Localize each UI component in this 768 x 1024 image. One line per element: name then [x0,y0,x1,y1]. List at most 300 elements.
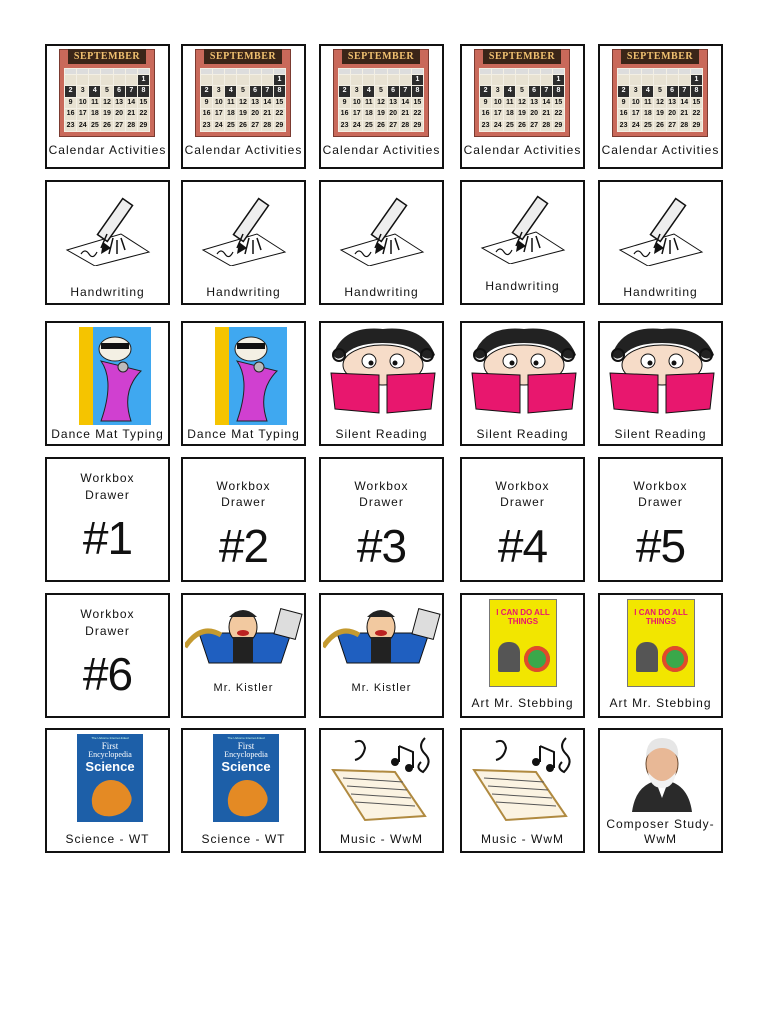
calendar-day: 11 [642,98,653,108]
calendar-day: 23 [618,121,629,131]
calendar-day: 26 [101,121,112,131]
card-label: Dance Mat Typing [187,427,300,441]
card-music-2[interactable] [460,728,585,853]
card-label: Calendar Activities [601,143,720,157]
drawer-label: Drawer [221,495,266,509]
calendar-month-banner: SEPTEMBER [204,49,282,64]
calendar-weekday-header [250,69,261,74]
calendar-blank-cell [262,75,273,85]
calendar-day: 19 [654,109,665,119]
calendar-weekday-header [375,69,386,74]
calendar-blank-cell [363,75,374,85]
calendar-day: 25 [225,121,236,131]
music-notes-icon [470,734,578,826]
calendar-day: 12 [654,98,665,108]
calendar-image [195,49,291,137]
book-title-3: Science [221,759,271,774]
calendar-day: 20 [114,109,125,119]
pencil-writing-icon [197,194,291,266]
calendar-weekday-header [654,69,665,74]
calendar-day: 7 [262,86,273,96]
calendar-day: 13 [250,98,261,108]
calendar-image [59,49,155,137]
card-workbox-4[interactable] [460,457,585,582]
calendar-day: 1 [412,75,423,85]
calendar-day: 3 [351,86,362,96]
calendar-day: 18 [642,109,653,119]
card-label: Handwriting [206,285,281,299]
calendar-weekday-header [351,69,362,74]
calendar-weekday-header [492,69,503,74]
calendar-day: 18 [225,109,236,119]
calendar-weekday-header [213,69,224,74]
calendar-day: 3 [213,86,224,96]
calendar-blank-cell [77,75,88,85]
card-workbox-3[interactable] [319,457,444,582]
card-label: Mr. Kistler [213,682,274,694]
card-label: Music - WwM [340,832,423,846]
calendar-day: 15 [138,98,149,108]
calendar-day: 8 [138,86,149,96]
calendar-day: 5 [654,86,665,96]
leaf-icon [223,775,271,820]
card-label: Science - WT [65,832,150,846]
card-workbox-6[interactable] [45,593,170,718]
calendar-blank-cell [504,75,515,85]
card-calendar-5[interactable] [598,44,723,169]
science-book-cover [213,734,279,822]
calendar-month-banner: SEPTEMBER [68,49,146,64]
calendar-day: 13 [388,98,399,108]
calendar-day: 4 [225,86,236,96]
card-label: Handwriting [344,285,419,299]
art-book-cover [489,599,557,687]
calendar-day: 6 [114,86,125,96]
calendar-day: 26 [516,121,527,131]
calendar-blank-cell [654,75,665,85]
card-label: Mr. Kistler [351,682,412,694]
calendar-day: 22 [412,109,423,119]
calendar-day: 12 [101,98,112,108]
calendar-day: 23 [65,121,76,131]
book-series: The Usborne Internet-linked [227,736,265,740]
calendar-day: 19 [375,109,386,119]
calendar-day: 4 [89,86,100,96]
drawer-label: Drawer [500,495,545,509]
calendar-blank-cell [667,75,678,85]
calendar-day: 6 [388,86,399,96]
card-label: Handwriting [70,285,145,299]
calendar-day: 17 [213,109,224,119]
card-label: Silent Reading [614,427,707,441]
calendar-weekday-header [480,69,491,74]
calendar-blank-cell [375,75,386,85]
calendar-day: 12 [237,98,248,108]
calendar-day: 15 [274,98,285,108]
calendar-day: 3 [492,86,503,96]
art-book-cover [627,599,695,687]
calendar-weekday-header [529,69,540,74]
calendar-day: 2 [618,86,629,96]
calendar-image [333,49,429,137]
calendar-blank-cell [237,75,248,85]
calendar-day: 5 [516,86,527,96]
calendar-blank-cell [126,75,137,85]
calendar-day: 7 [679,86,690,96]
book-title-2: Encyclopedia [88,750,132,759]
calendar-day: 1 [691,75,702,85]
calendar-day: 24 [213,121,224,131]
drawer-label: Drawer [359,495,404,509]
card-label: Silent Reading [335,427,428,441]
calendar-blank-cell [65,75,76,85]
book-title-2: Encyclopedia [224,750,268,759]
calendar-grid [64,68,150,132]
calendar-day: 16 [480,109,491,119]
calendar-day: 2 [65,86,76,96]
calendar-blank-cell [630,75,641,85]
card-music-1[interactable] [319,728,444,853]
leaf-icon [87,775,135,820]
dancing-goat-icon [79,327,151,425]
card-handwriting-4[interactable] [460,180,585,305]
calendar-blank-cell [541,75,552,85]
calendar-day: 24 [351,121,362,131]
card-label: Calendar Activities [463,143,582,157]
calendar-weekday-header [201,69,212,74]
calendar-day: 17 [630,109,641,119]
book-title-1: First [237,741,255,751]
calendar-day: 9 [480,98,491,108]
calendar-day: 13 [529,98,540,108]
card-label: Calendar Activities [322,143,441,157]
calendar-day: 14 [400,98,411,108]
card-workbox-2[interactable] [181,457,306,582]
calendar-weekday-header [101,69,112,74]
drawer-label: Drawer [85,488,130,502]
dancing-goat-icon [215,327,287,425]
calendar-day: 22 [553,109,564,119]
calendar-day: 20 [529,109,540,119]
calendar-day: 22 [691,109,702,119]
calendar-weekday-header [225,69,236,74]
calendar-day: 8 [553,86,564,96]
card-handwriting-1[interactable] [45,180,170,305]
calendar-day: 4 [363,86,374,96]
card-label: Dance Mat Typing [51,427,164,441]
calendar-day: 29 [553,121,564,131]
calendar-blank-cell [213,75,224,85]
calendar-day: 2 [339,86,350,96]
card-silent-reading-2[interactable] [460,321,585,446]
calendar-day: 4 [504,86,515,96]
calendar-day: 10 [213,98,224,108]
calendar-day: 1 [138,75,149,85]
calendar-day: 11 [89,98,100,108]
card-workbox-5[interactable] [598,457,723,582]
calendar-day: 20 [388,109,399,119]
calendar-weekday-header [516,69,527,74]
card-label: Handwriting [623,285,698,299]
calendar-day: 2 [201,86,212,96]
calendar-day: 28 [126,121,137,131]
calendar-weekday-header [114,69,125,74]
calendar-blank-cell [201,75,212,85]
calendar-blank-cell [480,75,491,85]
calendar-day: 11 [363,98,374,108]
workbox-label: Workbox [495,479,550,493]
calendar-weekday-header [541,69,552,74]
card-label-line1: Composer Study- [606,817,715,831]
calendar-day: 21 [541,109,552,119]
calendar-weekday-header [138,69,149,74]
calendar-day: 1 [274,75,285,85]
calendar-image [612,49,708,137]
calendar-day: 5 [237,86,248,96]
drawer-number: #1 [82,512,133,564]
calendar-blank-cell [388,75,399,85]
calendar-day: 27 [667,121,678,131]
composer-portrait-icon [628,736,696,812]
calendar-grid [479,68,565,132]
workbox-label: Workbox [216,479,271,493]
drawer-label: Drawer [85,624,130,638]
calendar-day: 25 [89,121,100,131]
calendar-day: 13 [667,98,678,108]
workbox-label: Workbox [633,479,688,493]
science-book-cover [77,734,143,822]
book-title: I CAN DO ALL THINGS [496,608,550,626]
calendar-weekday-header [339,69,350,74]
calendar-day: 9 [65,98,76,108]
calendar-weekday-header [126,69,137,74]
calendar-day: 25 [363,121,374,131]
calendar-day: 9 [618,98,629,108]
calendar-weekday-header [400,69,411,74]
drawer-number: #2 [218,520,269,572]
calendar-weekday-header [363,69,374,74]
calendar-day: 8 [412,86,423,96]
calendar-day: 21 [262,109,273,119]
calendar-grid [617,68,703,132]
pencil-writing-icon [614,194,708,266]
calendar-blank-cell [101,75,112,85]
calendar-day: 29 [138,121,149,131]
calendar-weekday-header [237,69,248,74]
calendar-day: 2 [480,86,491,96]
card-label-line2: WwM [644,832,677,846]
calendar-day: 21 [400,109,411,119]
calendar-day: 21 [679,109,690,119]
calendar-day: 28 [400,121,411,131]
calendar-day: 20 [250,109,261,119]
calendar-weekday-header [412,69,423,74]
calendar-day: 25 [642,121,653,131]
card-label: Art Mr. Stebbing [471,696,574,710]
calendar-day: 26 [654,121,665,131]
calendar-day: 27 [529,121,540,131]
calendar-blank-cell [225,75,236,85]
calendar-day: 10 [77,98,88,108]
calendar-weekday-header [691,69,702,74]
calendar-day: 10 [492,98,503,108]
card-dance-mat-1[interactable] [45,321,170,446]
card-workbox-1[interactable] [45,457,170,582]
calendar-day: 29 [412,121,423,131]
calendar-day: 11 [225,98,236,108]
calendar-day: 19 [237,109,248,119]
card-dance-mat-2[interactable] [181,321,306,446]
book-title-1: First [101,741,119,751]
teacher-cartoon-icon [185,607,303,667]
calendar-weekday-header [642,69,653,74]
calendar-weekday-header [274,69,285,74]
card-label: Calendar Activities [184,143,303,157]
drawer-number: #6 [82,648,133,700]
calendar-weekday-header [388,69,399,74]
drawer-number: #3 [356,520,407,572]
card-handwriting-5[interactable] [598,180,723,305]
calendar-blank-cell [618,75,629,85]
calendar-day: 27 [114,121,125,131]
card-label: Handwriting [485,279,560,293]
book-series: The Usborne Internet-linked [91,736,129,740]
calendar-day: 15 [691,98,702,108]
calendar-blank-cell [250,75,261,85]
card-silent-reading-1[interactable] [319,321,444,446]
drawer-number: #4 [497,520,548,572]
calendar-day: 29 [691,121,702,131]
calendar-grid [200,68,286,132]
card-silent-reading-3[interactable] [598,321,723,446]
calendar-weekday-header [679,69,690,74]
card-handwriting-3[interactable] [319,180,444,305]
card-label: Science - WT [201,832,286,846]
pencil-writing-icon [335,194,429,266]
calendar-weekday-header [262,69,273,74]
calendar-day: 14 [126,98,137,108]
calendar-day: 7 [400,86,411,96]
calendar-weekday-header [667,69,678,74]
calendar-day: 14 [679,98,690,108]
calendar-blank-cell [351,75,362,85]
calendar-day: 12 [516,98,527,108]
calendar-day: 19 [516,109,527,119]
card-kistler-2[interactable] [319,593,444,718]
pencil-writing-icon [61,194,155,266]
calendar-day: 14 [541,98,552,108]
calendar-blank-cell [642,75,653,85]
book-title-3: Science [85,759,135,774]
reading-girl-icon [325,325,441,417]
calendar-day: 23 [201,121,212,131]
workbox-label: Workbox [80,607,135,621]
calendar-day: 5 [375,86,386,96]
calendar-day: 28 [679,121,690,131]
card-science-2[interactable] [181,728,306,853]
calendar-day: 18 [363,109,374,119]
calendar-day: 13 [114,98,125,108]
calendar-weekday-header [630,69,641,74]
calendar-day: 7 [541,86,552,96]
card-kistler-1[interactable] [181,593,306,718]
calendar-day: 21 [126,109,137,119]
calendar-month-banner: SEPTEMBER [342,49,420,64]
book-title: I CAN DO ALL THINGS [634,608,688,626]
calendar-day: 15 [553,98,564,108]
calendar-day: 28 [262,121,273,131]
calendar-day: 26 [237,121,248,131]
calendar-day: 17 [77,109,88,119]
calendar-day: 16 [65,109,76,119]
calendar-blank-cell [492,75,503,85]
music-notes-icon [329,734,437,826]
workbox-label: Workbox [354,479,409,493]
card-calendar-3[interactable] [319,44,444,169]
calendar-day: 19 [101,109,112,119]
calendar-day: 28 [541,121,552,131]
calendar-weekday-header [77,69,88,74]
calendar-day: 24 [630,121,641,131]
card-calendar-4[interactable] [460,44,585,169]
calendar-day: 22 [274,109,285,119]
calendar-day: 10 [351,98,362,108]
workbox-label: Workbox [80,471,135,485]
pencil-writing-icon [476,192,570,264]
calendar-day: 8 [274,86,285,96]
calendar-day: 9 [339,98,350,108]
card-calendar-1[interactable] [45,44,170,169]
calendar-blank-cell [400,75,411,85]
calendar-day: 16 [618,109,629,119]
card-science-1[interactable] [45,728,170,853]
calendar-weekday-header [89,69,100,74]
calendar-day: 17 [492,109,503,119]
calendar-blank-cell [516,75,527,85]
calendar-grid [338,68,424,132]
card-label: Calendar Activities [48,143,167,157]
calendar-day: 11 [504,98,515,108]
calendar-day: 24 [492,121,503,131]
calendar-day: 9 [201,98,212,108]
calendar-weekday-header [553,69,564,74]
card-art-2[interactable] [598,593,723,718]
calendar-blank-cell [339,75,350,85]
calendar-day: 18 [504,109,515,119]
calendar-day: 24 [77,121,88,131]
calendar-day: 10 [630,98,641,108]
calendar-day: 25 [504,121,515,131]
calendar-day: 18 [89,109,100,119]
calendar-day: 8 [691,86,702,96]
card-composer[interactable] [598,728,723,853]
card-label: Art Mr. Stebbing [609,696,712,710]
calendar-day: 26 [375,121,386,131]
calendar-day: 14 [262,98,273,108]
calendar-blank-cell [529,75,540,85]
calendar-day: 6 [529,86,540,96]
calendar-day: 7 [126,86,137,96]
calendar-day: 12 [375,98,386,108]
card-art-1[interactable] [460,593,585,718]
card-handwriting-2[interactable] [181,180,306,305]
calendar-blank-cell [114,75,125,85]
card-calendar-2[interactable] [181,44,306,169]
calendar-day: 16 [339,109,350,119]
calendar-weekday-header [504,69,515,74]
calendar-day: 5 [101,86,112,96]
drawer-number: #5 [635,520,686,572]
